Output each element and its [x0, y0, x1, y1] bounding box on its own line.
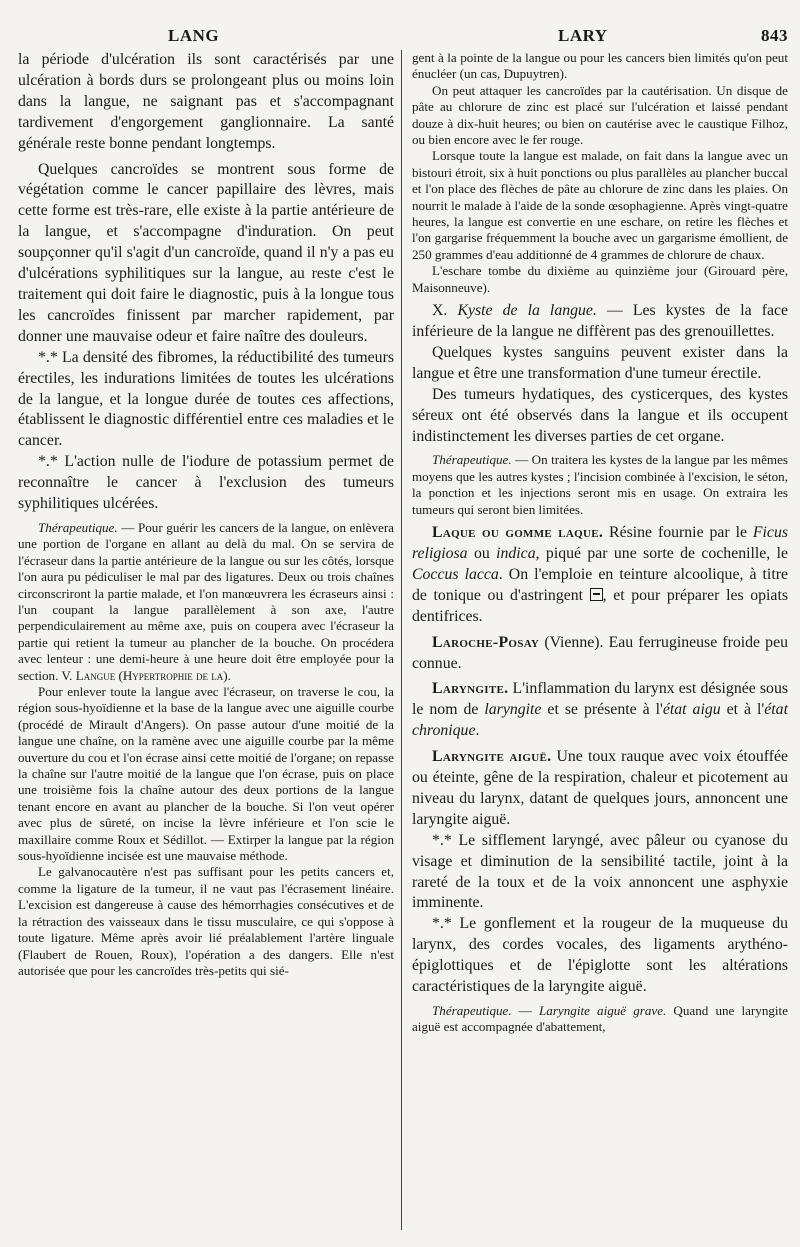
paragraph: Le galvanocautère n'est pas suffisant pour les petits cancers et, comme la ligature de la tumeur, il ne vaut pas l'écrasement linéaire. L'excision est dangereuse à cause des hémorrhagies consécutives et de la rétraction des vaisseaux dans le tissu musculaire, ce qui s'oppose à toute ligature. Même après avoir lié préalablement l'artère linguale (Flaubert de Rouen, Roux), l'opération a des dangers. Elle n'est autorisée que pour les cancroïdes très-petits qui sié-: [18, 864, 394, 978]
entry-headword: Laroche-Posay: [432, 633, 540, 651]
section-label: Thérapeutique.: [38, 519, 118, 535]
header-right-word: LARY: [558, 26, 608, 45]
paragraph: X. Kyste de la langue. — Les kystes de la face inférieure de la langue ne diffèrent pas des grenouillettes.: [412, 302, 789, 340]
paragraph: la période d'ulcération ils sont caractérisés par une ulcération à bords durs se prolongeant plus ou moins loin dans la langue, ne saignant pas et s'accompagnant tardivement d'engorgement ganglionnaire. La santé générale reste bonne pendant longtemps.: [18, 51, 394, 152]
right-column: [412, 50, 788, 1036]
entry-subheadword: Laryngite aiguë.: [432, 748, 552, 766]
entry-laryngite-aigue: Laryngite aiguë. Une toux rauque avec voix étouffée ou éteinte, gêne de la respiration, chaleur et picotement au niveau du larynx, datant de quelques jours, annoncent une laryngite aiguë.: [412, 748, 788, 828]
asterism: *.*: [38, 453, 58, 471]
entry-laryngite: Laryngite. L'inflammation du larynx est désignée sous le nom de laryngite et se présente à l'état aigu et à l'état chronique.: [412, 680, 788, 740]
header-left-word: LANG: [168, 26, 220, 45]
paragraph: Thérapeutique. — On traitera les kystes de la langue par les mêmes moyens que les autres kystes ; l'incision combinée à l'excision, le séton, la ponction et les injections seront mis en usage. On extraira les tumeurs qui seront bien limitées.: [412, 452, 788, 517]
section-title: Kyste de la langue.: [457, 302, 597, 320]
paragraph: Lorsque toute la langue est malade, on fait dans la langue avec un bistouri étroit, six à huit ponctions ou plus parallèles au plancher buccal et l'on place des flèches de pâte au chlorure de zinc dans les plaies. On nourrit le malade à l'aide de la sonde œsophagienne. Après vingt-quatre heures, la langue est convertie en une eschare, on retire les flèches et l'on gargarise fréquemment la bouche avec un gargarisme émollient, de 250 grammes d'eau additionné de 4 grammes de chlorure de chaux.: [412, 148, 788, 262]
section-label: Thérapeutique.: [432, 452, 512, 468]
formulary-square-icon: [590, 588, 603, 601]
paragraph: Thérapeutique. — Pour guérir les cancers de la langue, on enlèvera une portion de l'organe en allant au delà du mal. On se servira de l'écraseur dans la partie antérieure de la langue ou sur les côtés, lorsque l'on aura pu pédiculiser le mal par des ligatures. Deux ou trois chaînes circonscriront la partie malade, et l'on manœuvrera les écraseurs ainsi : l'un coupant la langue parallèlement à son axe, l'autre perpendiculairement au même axe, puis on coupera avec l'écraseur la partie qui retient la tumeur au plancher de la bouche. On procédera avec lenteur : une demi-heure à une heure doit être employée pour la section. V. Langue (Hypertrophie de la).: [18, 519, 394, 683]
paragraph: *.* Le sifflement laryngé, avec pâleur ou cyanose du visage et diminution de la sensibilité tactile, joint à la rareté de la toux et de la voix annoncent une asphyxie imminente.: [412, 831, 788, 912]
paragraph: On peut attaquer les cancroïdes par la cautérisation. Un disque de pâte au chlorure de zinc est placé sur l'ulcération et laissé pendant douze à dix-huit heures; ou bien on cautérise avec le caustique Filhoz, ou bien encore avec le fer rouge.: [412, 82, 788, 148]
page-number: 843: [761, 26, 788, 45]
paragraph: *.* L'action nulle de l'iodure de potassium permet de reconnaître le cancer à l'exclusion des tumeurs syphilitiques ulcérées.: [18, 453, 394, 513]
entry-laroche-posay: Laroche-Posay (Vienne). Eau ferrugineuse froide peu connue.: [412, 633, 788, 672]
entry-headword: Laque ou gomme laque.: [432, 524, 604, 542]
paragraph: *.* Le gonflement et la rougeur de la muqueuse du larynx, des cordes vocales, des ligaments arythéno-épiglottiques et de l'épiglotte sont les altérations caractéristiques de la laryngite aiguë.: [412, 915, 788, 996]
paragraph: L'eschare tombe du dixième au quinzième jour (Girouard père, Maisonneuve).: [412, 263, 788, 295]
entry-headword: Laryngite.: [432, 680, 509, 698]
asterism: *.*: [432, 831, 452, 849]
paragraph: Des tumeurs hydatiques, des cysticerques, des kystes séreux ont été observés dans la langue et ils occupent indistinctement les diverses parties de cet organe.: [412, 385, 788, 445]
paragraph: Thérapeutique. — Laryngite aiguë grave. Quand une laryngite aiguë est accompagnée d'abattement,: [412, 1003, 789, 1035]
paragraph: *.* La densité des fibromes, la réductibilité des tumeurs érectiles, les indurations limitées de toutes les ulcérations de la langue, et la longue durée de toutes ces affections, établissent le diagnostic différentiel entre ces maladies et le cancer.: [18, 348, 394, 450]
cross-reference: Langue (Hypertrophie de la).: [75, 667, 231, 683]
paragraph: Quelques cancroïdes se montrent sous forme de végétation comme le cancer papillaire des lèvres, mais cette forme est très-rare, elle existe à la partie antérieure de la langue, et s'accompagne d'induration. On peut soupçonner qu'il s'agit d'un cancroïde, quand il n'y a pas eu d'ulcérations syphilitiques sur la langue, au reste c'est le traitement qui doit faire le diagnostic, puis à la longue tous les cancroïdes finissent par marcher rapidement, par donner une mauvaise odeur et faire naître des douleurs.: [18, 160, 394, 345]
asterism: *.*: [38, 348, 58, 366]
entry-laque: Laque ou gomme laque. Résine fournie par le Ficus religiosa ou indica, piqué par une sorte de cochenille, le Coccus lacca. On l'emploie en teinture alcoolique, à titre de tonique ou d'astringent , et pour préparer les opiats dentifrices.: [412, 524, 788, 625]
asterism: *.*: [432, 915, 452, 933]
section-label: Thérapeutique.: [432, 1003, 512, 1018]
paragraph: gent à la pointe de la langue ou pour les cancers bien limités qu'on peut énucléer (un cas, Dupuytren).: [412, 50, 788, 82]
paragraph: Quelques kystes sanguins peuvent exister dans la langue et être une transformation d'une tumeur érectile.: [412, 343, 788, 382]
paragraph: Pour enlever toute la langue avec l'écraseur, on traverse le cou, la région sous-hyoïdienne et la base de la langue avec une aiguille courbe (procédé de Mirault d'Angers). On passe autour d'une moitié de la langue une chaîne, on la ramène avec une aiguille courbe par la même ouverture du cou et l'on écrase ainsi cette moitié de l'organe; on repasse la chaîne sur l'autre moitié de la langue que l'on écrase, puis on place une troisième fois la chaîne autour des deux portions de la langue tenant encore en avant au plancher de la bouche. Si l'on veut opérer avec plus de sûreté, on incise la lèvre inférieure et l'on scie le maxillaire comme Roux et Sédillot. — Extirper la langue par la région sous-hyoïdienne incisée est une mauvaise méthode.: [18, 684, 394, 864]
column-divider: [401, 50, 402, 1230]
running-header: [18, 26, 788, 48]
left-column: [18, 50, 394, 979]
